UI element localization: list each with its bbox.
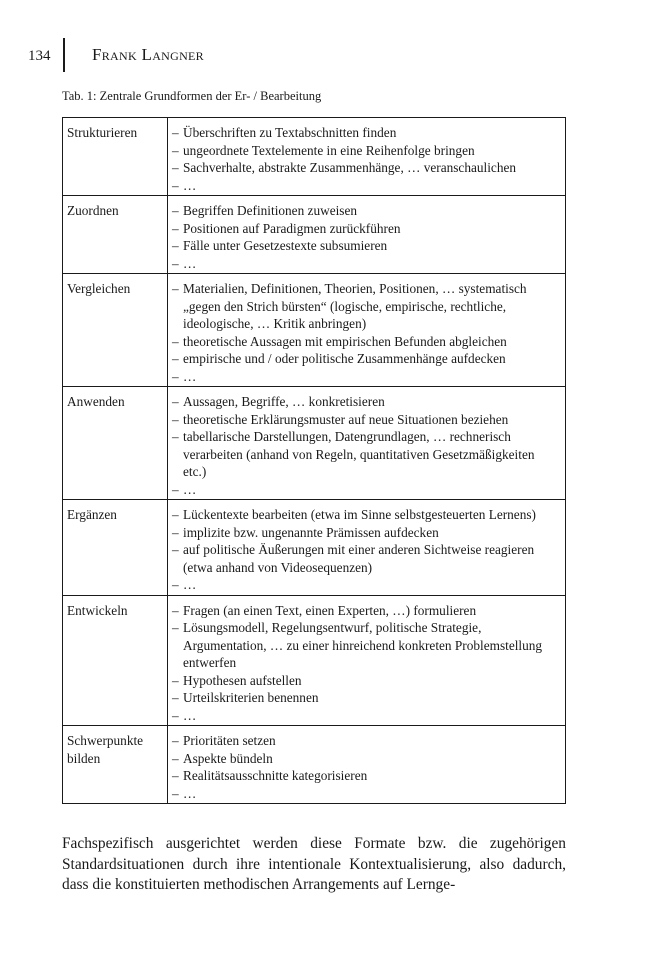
list-item: – … bbox=[172, 576, 561, 594]
list-item: – Urteilskriterien benennen bbox=[172, 689, 561, 707]
row-category: Anwenden bbox=[63, 387, 168, 500]
row-items bbox=[168, 196, 566, 274]
list-item: – Prioritäten setzen bbox=[172, 732, 561, 750]
list-item: – theoretische Erklärungsmuster auf neue Situationen beziehen bbox=[172, 411, 561, 429]
list-item: – Fälle unter Gesetzestexte subsumieren bbox=[172, 237, 561, 255]
table-row bbox=[63, 274, 566, 387]
item-list bbox=[172, 602, 561, 725]
item-list bbox=[172, 732, 561, 802]
row-items bbox=[168, 726, 566, 804]
list-item: – Sachverhalte, abstrakte Zusammenhänge, … veranschaulichen bbox=[172, 159, 561, 177]
row-category: Ergänzen bbox=[63, 500, 168, 596]
list-item: – … bbox=[172, 481, 561, 499]
row-items bbox=[168, 500, 566, 596]
item-list bbox=[172, 506, 561, 594]
table-row bbox=[63, 500, 566, 596]
list-item: – auf politische Äußerungen mit einer anderen Sichtweise reagieren (etwa anhand von Videosequenzen) bbox=[172, 541, 561, 576]
list-item: – empirische und / oder politische Zusammenhänge aufdecken bbox=[172, 350, 561, 368]
table-caption: Tab. 1: Zentrale Grundformen der Er- / Bearbeitung bbox=[62, 89, 322, 103]
item-list bbox=[172, 393, 561, 498]
row-category: Schwerpunkte bilden bbox=[63, 726, 168, 804]
item-list bbox=[172, 124, 561, 194]
running-header-author: Frank Langner bbox=[92, 45, 204, 64]
list-item: – ungeordnete Textelemente in eine Reihenfolge bringen bbox=[172, 142, 561, 160]
item-list bbox=[172, 202, 561, 272]
list-item: – Realitätsausschnitte kategorisieren bbox=[172, 767, 561, 785]
list-item: – … bbox=[172, 707, 561, 725]
row-items bbox=[168, 387, 566, 500]
list-item: – … bbox=[172, 177, 561, 195]
grundformen-table bbox=[62, 117, 566, 804]
row-items bbox=[168, 595, 566, 726]
list-item: – Überschriften zu Textabschnitten finden bbox=[172, 124, 561, 142]
running-header bbox=[0, 38, 650, 72]
list-item: – Positionen auf Paradigmen zurückführen bbox=[172, 220, 561, 238]
list-item: – Begriffen Definitionen zuweisen bbox=[172, 202, 561, 220]
list-item: – Aussagen, Begriffe, … konkretisieren bbox=[172, 393, 561, 411]
list-item: – tabellarische Darstellungen, Datengrundlagen, … rechnerisch verarbeiten (anhand von Regeln, quantitativen Gesetzmäßigkeiten etc.) bbox=[172, 428, 561, 481]
table-row bbox=[63, 726, 566, 804]
list-item: – Fragen (an einen Text, einen Experten, …) formulieren bbox=[172, 602, 561, 620]
table-row bbox=[63, 196, 566, 274]
table-row bbox=[63, 118, 566, 196]
list-item: – … bbox=[172, 785, 561, 803]
row-category: Strukturieren bbox=[63, 118, 168, 196]
row-items bbox=[168, 118, 566, 196]
list-item: – Materialien, Definitionen, Theorien, Positionen, … systematisch „gegen den Strich bürsten“ (logische, empirische, rechtliche, ideologische, … Kritik anbringen) bbox=[172, 280, 561, 333]
page-number: 134 bbox=[28, 48, 51, 64]
list-item: – … bbox=[172, 255, 561, 273]
table-row bbox=[63, 595, 566, 726]
list-item: – implizite bzw. ungenannte Prämissen aufdecken bbox=[172, 524, 561, 542]
list-item: – Lösungsmodell, Regelungsentwurf, politische Strategie, Argumentation, … zu einer hinreichend konkreten Problemstellung entwerfen bbox=[172, 619, 561, 672]
list-item: – Lückentexte bearbeiten (etwa im Sinne selbstgesteuerten Lernens) bbox=[172, 506, 561, 524]
item-list bbox=[172, 280, 561, 385]
body-paragraph: Fachspezifisch ausgerichtet werden diese Formate bzw. die zugehörigen Standardsituationen durch ihre intentionale Kontextualisierung, also dadurch, dass die konstituierten methodischen Arrangements auf Lernge- bbox=[62, 835, 566, 893]
row-category: Zuordnen bbox=[63, 196, 168, 274]
table-row bbox=[63, 387, 566, 500]
table-body bbox=[63, 118, 566, 804]
header-divider bbox=[63, 38, 65, 72]
row-category: Vergleichen bbox=[63, 274, 168, 387]
list-item: – theoretische Aussagen mit empirischen Befunden abgleichen bbox=[172, 333, 561, 351]
list-item: – Hypothesen aufstellen bbox=[172, 672, 561, 690]
row-category: Entwickeln bbox=[63, 595, 168, 726]
list-item: – Aspekte bündeln bbox=[172, 750, 561, 768]
list-item: – … bbox=[172, 368, 561, 386]
row-items bbox=[168, 274, 566, 387]
